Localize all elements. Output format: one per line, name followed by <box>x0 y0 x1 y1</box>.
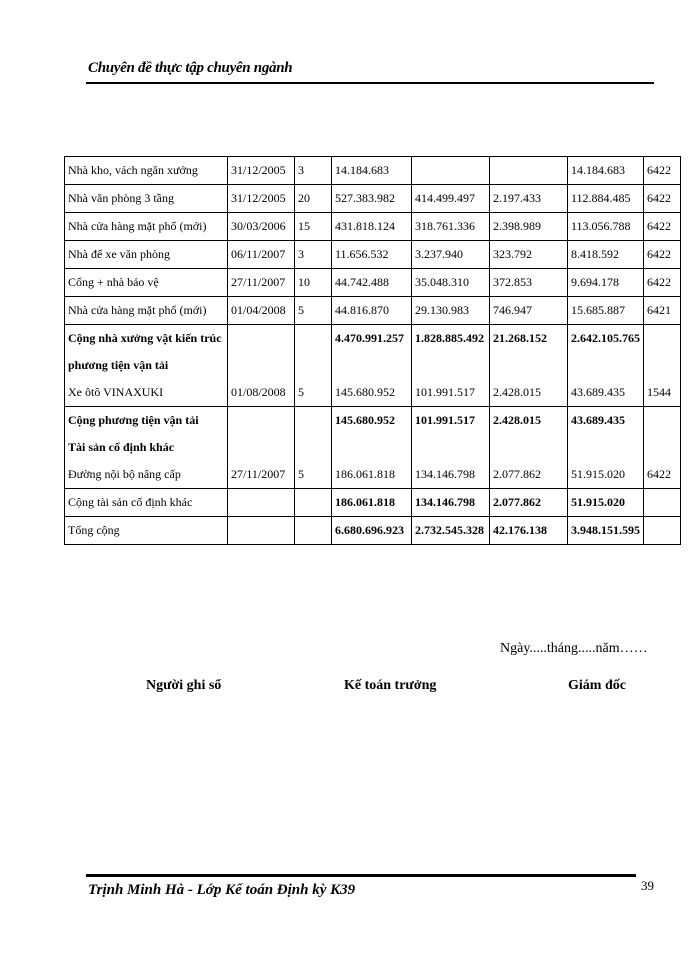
table-row <box>65 213 681 241</box>
remaining-value-cell: 112.884.485 <box>568 185 644 213</box>
date-cell <box>228 489 295 517</box>
date-cell: 30/03/2006 <box>228 213 295 241</box>
remaining-value-cell: 15.685.887 <box>568 297 644 325</box>
date-cell: 31/12/2005 <box>228 185 295 213</box>
account-code-cell: 6422 <box>644 213 681 241</box>
chief-accountant-signature-label: Kế toán trưởng <box>344 678 437 693</box>
accumulated-depreciation-cell: 2.732.545.328 <box>412 517 490 545</box>
subtotal-dep-accum-value: 101.991.517 <box>415 413 475 427</box>
original-cost-cell: 431.818.124 <box>332 213 412 241</box>
original-cost-cell: 527.383.982 <box>332 185 412 213</box>
subtotal-other-assets-row <box>65 489 681 517</box>
years-cell <box>295 517 332 545</box>
asset-name-cell: Nhà để xe văn phòng <box>65 241 228 269</box>
years-value: 5 <box>298 385 304 399</box>
subtotal-original-value: 145.680.952 <box>335 413 395 427</box>
subtotal-buildings-row <box>65 325 681 407</box>
table-row <box>65 157 681 185</box>
original-cost-cell <box>332 407 412 489</box>
period-depreciation-cell: 42.176.138 <box>490 517 568 545</box>
period-depreciation-cell: 2.197.433 <box>490 185 568 213</box>
account-code-cell: 6422 <box>644 157 681 185</box>
remaining-value-cell <box>568 407 644 489</box>
account-code-cell: 6422 <box>644 241 681 269</box>
remaining-value: 51.915.020 <box>571 467 625 481</box>
subtotal-dep-year-value: 21.268.152 <box>493 331 547 345</box>
remaining-value: 43.689.435 <box>571 385 625 399</box>
period-depreciation-cell: 323.792 <box>490 241 568 269</box>
original-cost-cell: 6.680.696.923 <box>332 517 412 545</box>
footer-rule <box>86 874 636 877</box>
accumulated-depreciation-cell <box>412 407 490 489</box>
subtotal-remaining-value: 43.689.435 <box>571 413 625 427</box>
years-cell <box>295 489 332 517</box>
subtotal-dep-year-value: 2.428.015 <box>493 413 541 427</box>
date-cell <box>228 407 295 489</box>
date-cell: 06/11/2007 <box>228 241 295 269</box>
dep-year-value: 2.428.015 <box>493 385 541 399</box>
header-rule <box>86 82 654 84</box>
asset-name-cell: Nhà cửa hàng mặt phố (mới) <box>65 297 228 325</box>
account-value: 1544 <box>647 385 671 399</box>
subtotal-vehicles-label: Cộng phương tiện vận tải <box>68 413 199 427</box>
recorder-signature-label: Người ghi sổ <box>146 678 222 693</box>
table-row <box>65 241 681 269</box>
table-row <box>65 185 681 213</box>
years-value: 5 <box>298 467 304 481</box>
accumulated-depreciation-cell <box>412 157 490 185</box>
original-value: 186.061.818 <box>335 467 395 481</box>
remaining-value-cell: 9.694.178 <box>568 269 644 297</box>
asset-name-cell: Nhà kho, vách ngăn xưởng <box>65 157 228 185</box>
years-cell: 3 <box>295 157 332 185</box>
years-cell: 5 <box>295 297 332 325</box>
page-header-title: Chuyên đề thực tập chuyên ngành <box>88 60 293 76</box>
subtotal-label-cell <box>65 407 228 489</box>
account-code-cell: 6422 <box>644 185 681 213</box>
total-label-cell: Tổng cộng <box>65 517 228 545</box>
page-number: 39 <box>641 878 654 893</box>
group-heading-vehicles: phương tiện vận tải <box>68 358 169 372</box>
years-cell: 3 <box>295 241 332 269</box>
subtotal-buildings-label: Cộng nhà xưởng vật kiến trúc <box>68 331 222 345</box>
signature-date-line: Ngày.....tháng.....năm…… <box>500 641 648 656</box>
asset-name-cell: Nhà văn phòng 3 tầng <box>65 185 228 213</box>
subtotal-vehicles-row <box>65 407 681 489</box>
years-cell <box>295 325 332 407</box>
original-cost-cell <box>332 325 412 407</box>
date-cell: 01/04/2008 <box>228 297 295 325</box>
date-value: 01/08/2008 <box>231 385 286 399</box>
original-cost-cell: 44.742.488 <box>332 269 412 297</box>
original-cost-cell: 14.184.683 <box>332 157 412 185</box>
fixed-asset-depreciation-table <box>64 156 681 545</box>
group-heading-other-assets: Tài sản cố định khác <box>68 440 175 454</box>
account-value: 6422 <box>647 467 671 481</box>
grand-total-row <box>65 517 681 545</box>
accumulated-depreciation-cell <box>412 325 490 407</box>
period-depreciation-cell: 2.398.989 <box>490 213 568 241</box>
remaining-value-cell: 14.184.683 <box>568 157 644 185</box>
date-cell: 31/12/2005 <box>228 157 295 185</box>
period-depreciation-cell <box>490 325 568 407</box>
account-code-cell: 6422 <box>644 269 681 297</box>
subtotal-dep-accum-value: 1.828.885.492 <box>415 331 484 345</box>
account-code-cell <box>644 407 681 489</box>
footer-author: Trịnh Minh Hà - Lớp Kế toán Định kỳ K39 <box>88 882 356 898</box>
accumulated-depreciation-cell: 29.130.983 <box>412 297 490 325</box>
years-cell: 20 <box>295 185 332 213</box>
original-cost-cell: 186.061.818 <box>332 489 412 517</box>
remaining-value-cell <box>568 325 644 407</box>
remaining-value-cell: 3.948.151.595 <box>568 517 644 545</box>
asset-name-cell: Cổng + nhà bảo vệ <box>65 269 228 297</box>
period-depreciation-cell <box>490 407 568 489</box>
original-value: 145.680.952 <box>335 385 395 399</box>
date-cell: 27/11/2007 <box>228 269 295 297</box>
director-signature-label: Giám đốc <box>568 678 626 693</box>
period-depreciation-cell: 2.077.862 <box>490 489 568 517</box>
period-depreciation-cell <box>490 157 568 185</box>
subtotal-original-value: 4.470.991.257 <box>335 331 404 345</box>
dep-year-value: 2.077.862 <box>493 467 541 481</box>
remaining-value-cell: 113.056.788 <box>568 213 644 241</box>
accumulated-depreciation-cell: 35.048.310 <box>412 269 490 297</box>
account-code-cell <box>644 517 681 545</box>
accumulated-depreciation-cell: 134.146.798 <box>412 489 490 517</box>
total-label-cell: Cộng tài sản cố định khác <box>65 489 228 517</box>
account-code-cell: 6421 <box>644 297 681 325</box>
period-depreciation-cell: 372.853 <box>490 269 568 297</box>
remaining-value-cell: 8.418.592 <box>568 241 644 269</box>
date-cell <box>228 517 295 545</box>
account-code-cell <box>644 325 681 407</box>
date-cell <box>228 325 295 407</box>
subtotal-label-cell <box>65 325 228 407</box>
years-cell: 15 <box>295 213 332 241</box>
table-row <box>65 269 681 297</box>
account-code-cell <box>644 489 681 517</box>
table-row <box>65 297 681 325</box>
date-value: 27/11/2007 <box>231 467 286 481</box>
subtotal-remaining-value: 2.642.105.765 <box>571 331 640 345</box>
original-cost-cell: 44.816.870 <box>332 297 412 325</box>
period-depreciation-cell: 746.947 <box>490 297 568 325</box>
accumulated-depreciation-cell: 414.499.497 <box>412 185 490 213</box>
asset-name: Xe ôtô VINAXUKI <box>68 385 164 399</box>
asset-name-cell: Nhà cửa hàng mặt phố (mới) <box>65 213 228 241</box>
remaining-value-cell: 51.915.020 <box>568 489 644 517</box>
accumulated-depreciation-cell: 3.237.940 <box>412 241 490 269</box>
years-cell: 10 <box>295 269 332 297</box>
years-cell <box>295 407 332 489</box>
dep-accum-value: 101.991.517 <box>415 385 475 399</box>
accumulated-depreciation-cell: 318.761.336 <box>412 213 490 241</box>
dep-accum-value: 134.146.798 <box>415 467 475 481</box>
original-cost-cell: 11.656.532 <box>332 241 412 269</box>
asset-name: Đường nội bộ nâng cấp <box>68 467 181 481</box>
